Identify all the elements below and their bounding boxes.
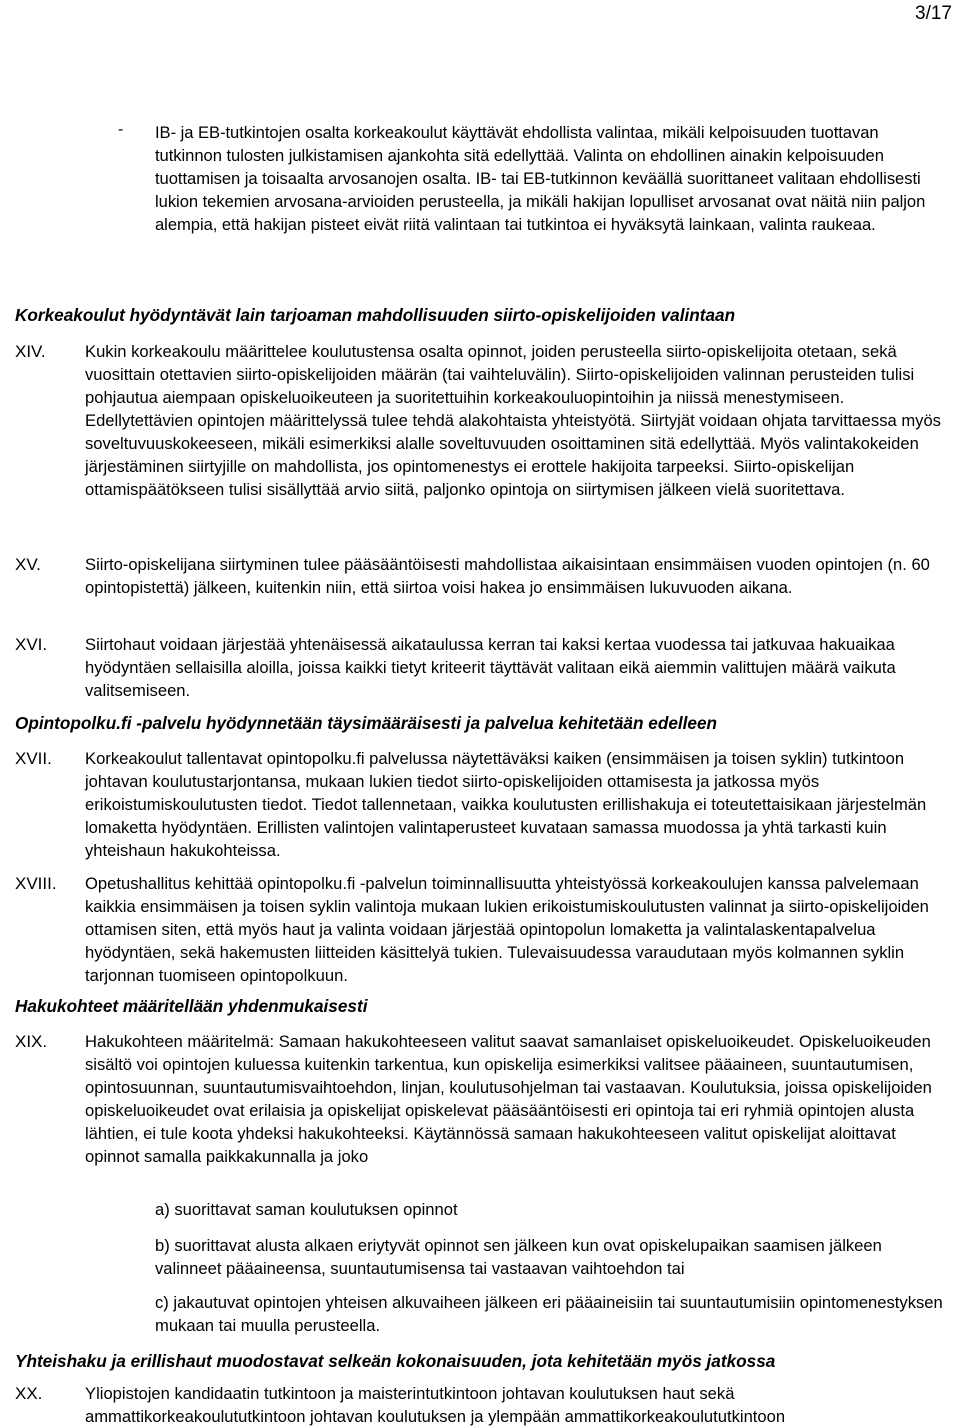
sub-item-c: c) jakautuvat opintojen yhteisen alkuvaiheen jälkeen eri pääaineisiin tai suuntautumisiin opintomenestyksen mukaan tai muulla perusteella. — [155, 1293, 943, 1335]
sub-item-b: b) suorittavat alusta alkaen eriytyvät opinnot sen jälkeen kun ovat opiskelupaikan saamisen jälkeen valinneet pääaineensa, suuntautumisensa tai vastaavan vaihtoehdon tai — [155, 1236, 882, 1278]
numbered-item-xv — [15, 553, 950, 599]
list-dash-marker: - — [118, 121, 124, 138]
numbered-item-xviii — [15, 872, 950, 987]
page-number: 3/17 — [915, 3, 952, 24]
numbered-item-xiv — [15, 340, 950, 501]
item-number: XVIII. — [15, 874, 57, 893]
section-heading-opintopolku: Opintopolku.fi -palvelu hyödynnetään täysimääräisesti ja palvelua kehitetään edelleen — [15, 713, 718, 733]
item-number: XIV. — [15, 342, 46, 361]
numbered-item-xx — [15, 1382, 950, 1428]
numbered-item-xix — [15, 1030, 950, 1168]
sub-item-a: a) suorittavat saman koulutuksen opinnot — [155, 1200, 458, 1219]
item-number: XVI. — [15, 635, 48, 654]
item-text: Kukin korkeakoulu määrittelee koulutustensa osalta opinnot, joiden perusteella siirto-opiskelijoita otetaan, sekä vuosittain otettavien siirto-opiskelijoiden määrän (tai vaihteluvälin). Siirto-opiskelijoiden valinnan perusteiden tulisi pohjautua aiempaan opiskeluoikeuteen ja suoritettuihin korkeakouluopintoihin ja niissä menestymiseen. Edellytettävien opintojen määrittelyssä tulee tehdä alakohtaista yhteistyötä. Siirtyjät voidaan ohjata tarvittaessa myös soveltuvuuskokeeseen, mikäli esimerkiksi alalle soveltuvuuden osoittaminen sitä edellyttää. Myös valintakokeiden järjestäminen siirtyjille on mahdollista, jos opintomenestys ei erottele hakijoita tarpeeksi. Siirto-opiskelijan ottamispäätökseen tulisi sisällyttää arvio siitä, paljonko opintoja on siirtymisen jälkeen vielä suoritettava. — [85, 342, 941, 499]
item-text: Siirtohaut voidaan järjestää yhtenäisessä aikataulussa kerran tai kaksi kertaa vuodessa tai jatkuvaa hakuaikaa hyödyntäen sellaisilla aloilla, joissa kaikki tietyt kriteerit täyttävät valitaan eikä aiemmin valittujen määrä vaikuta valitsemiseen. — [85, 635, 896, 700]
item-number: XVII. — [15, 749, 52, 768]
item-number: XIX. — [15, 1032, 48, 1051]
dash-list-item — [118, 121, 950, 236]
section-heading-yhteishaku: Yhteishaku ja erillishaut muodostavat selkeän kokonaisuuden, jota kehitetään myös jatkossa — [15, 1351, 776, 1371]
numbered-item-xvi — [15, 633, 950, 702]
numbered-item-xvii — [15, 747, 950, 862]
item-text: Siirto-opiskelijana siirtyminen tulee pääsääntöisesti mahdollistaa aikaisintaan ensimmäisen vuoden opintojen (n. 60 opintopistettä) jälkeen, kuitenkin niin, että siirtoa voisi hakea jo ensimmäisen lukuvuoden aikana. — [85, 555, 930, 597]
paragraph-ib-eb: IB- ja EB-tutkintojen osalta korkeakoulut käyttävät ehdollista valintaa, mikäli kelpoisuuden tuottavan tutkinnon tulosten julkistamisen ajankohta sitä edellyttää. Valinta on ehdollinen ainakin kelpoisuuden tuottamisen ja toisaalta arvosanojen osalta. IB- tai EB-tutkinnon keväällä suorittaneet valitaan ehdollisesti lukion tekemien arvosana-arvioiden perusteella, ja mikäli hakijan lopulliset arvosanat ovat näitä niin paljon alempia, että hakijan pisteet eivät riitä valintaan tai tutkintoa ei hyväksytä lainkaan, valinta raukeaa. — [155, 123, 926, 234]
section-heading-hakukohteet: Hakukohteet määritellään yhdenmukaisesti — [15, 996, 368, 1016]
item-number: XV. — [15, 555, 41, 574]
item-text: Hakukohteen määritelmä: Samaan hakukohteeseen valitut saavat samanlaiset opiskeluoikeudet. Opiskeluoikeuden sisältö voi opintojen kuluessa kuitenkin tarkentua, kun opiskelija esimerkiksi valitsee pääaineen, suuntautumisen, opintosuunnan, suuntautumisvaihtoehdon, linjan, koulutusohjelman tai vastaavan. Koulutuksia, joissa opiskelijoiden opiskeluoikeudet ovat erilaisia ja opiskelijat opiskelevat pääsääntöisesti eri opintoja tai eri ryhmiä opintojen alusta lähtien, ei tule koota yhdeksi hakukohteeksi. Käytännössä samaan hakukohteeseen valitut opiskelijat aloittavat opinnot samalla paikkakunnalla ja joko — [85, 1032, 932, 1166]
item-text: Opetushallitus kehittää opintopolku.fi -palvelun toiminnallisuutta yhteistyössä korkeakoulujen kanssa palvelemaan kaikkia ensimmäisen ja toisen syklin valintoja mukaan lukien erikoistumiskoulutusten valinnat ja siirto-opiskelijoiden ottamisen siten, että myös haut ja valinta voidaan järjestää opintopolun lomaketta ja valintalaskentapalvelua hyödyntäen, sekä hakemusten liitteiden käsittelyä tukien. Tulevaisuudessa varaudutaan myös kolmannen syklin tarjonnan tuomiseen opintopolkuun. — [85, 874, 929, 985]
item-number: XX. — [15, 1384, 43, 1403]
item-text: Korkeakoulut tallentavat opintopolku.fi palvelussa näytettäväksi kaiken (ensimmäisen ja toisen syklin) tutkintoon johtavan koulutustarjontansa, mukaan lukien tiedot siirto-opiskelijoiden ottamisesta ja jatkossa myös erikoistumiskoulutusten tiedot. Tiedot tallennetaan, vaikka koulutusten erillishakuja ei toteutettaisikaan järjestelmän lomaketta hyödyntäen. Erillisten valintojen valintaperusteet kuvataan samassa muodossa ja yhtä tarkasti kuin yhteishaun hakukohteissa. — [85, 749, 927, 860]
item-text: Yliopistojen kandidaatin tutkintoon ja maisterintutkintoon johtavan koulutuksen haut sekä ammattikorkeakoulututkintoon johtavan koulutuksen ja ylempään ammattikorkeakoulututkintoon — [85, 1384, 786, 1426]
section-heading-transfer-students: Korkeakoulut hyödyntävät lain tarjoaman mahdollisuuden siirto-opiskelijoiden valintaan — [15, 305, 736, 325]
